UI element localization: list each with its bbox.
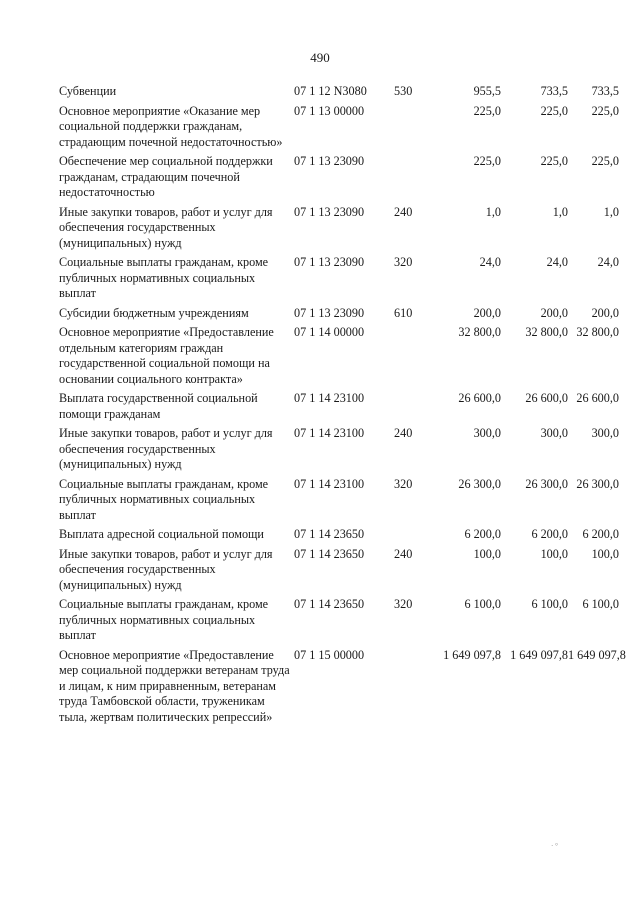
row-name: Выплата адресной социальной помощи bbox=[59, 527, 264, 541]
row-name: Основное мероприятие «Оказание мер социальной поддержки гражданам, страдающим почечной недостаточностью» bbox=[59, 103, 283, 149]
row-value-1: 225,0 bbox=[473, 154, 501, 168]
row-expense-type: 320 bbox=[394, 476, 413, 491]
row-expense-type: 530 bbox=[394, 84, 413, 98]
row-code: 07 1 14 23650 bbox=[294, 546, 365, 561]
row-value-3: 26 300,0 bbox=[576, 476, 619, 491]
row-code: 07 1 14 23100 bbox=[294, 476, 365, 491]
row-value-2: 200,0 bbox=[540, 305, 568, 320]
table-row bbox=[59, 426, 619, 477]
row-code: 07 1 13 00000 bbox=[294, 103, 365, 118]
row-code: 07 1 14 23100 bbox=[294, 426, 365, 440]
table-row bbox=[59, 255, 619, 306]
table-row bbox=[59, 306, 619, 326]
row-name: Социальные выплаты гражданам, кроме публичных нормативных социальных выплат bbox=[59, 476, 269, 522]
row-value-3: 26 600,0 bbox=[576, 391, 619, 405]
table-row bbox=[59, 325, 619, 391]
table-row bbox=[59, 648, 619, 730]
budget-table-body bbox=[59, 84, 626, 729]
row-value-1: 24,0 bbox=[479, 255, 501, 269]
row-value-1: 1 649 097,8 bbox=[443, 647, 501, 662]
row-value-1: 6 200,0 bbox=[464, 527, 501, 541]
row-value-2: 100,0 bbox=[540, 546, 568, 561]
row-code: 07 1 13 23090 bbox=[294, 255, 365, 269]
row-expense-type: 240 bbox=[394, 204, 413, 219]
row-expense-type bbox=[394, 648, 424, 730]
table-row bbox=[59, 391, 619, 426]
row-code: 07 1 12 N3080 bbox=[294, 84, 367, 98]
row-name: Социальные выплаты гражданам, кроме публичных нормативных социальных выплат bbox=[59, 255, 269, 300]
row-value-2: 733,5 bbox=[540, 84, 568, 98]
row-value-2: 6 100,0 bbox=[531, 597, 568, 611]
row-code: 07 1 13 23090 bbox=[294, 305, 365, 320]
scan-mark: · ° bbox=[551, 842, 558, 850]
row-value-3: 100,0 bbox=[591, 546, 619, 561]
row-name: Субвенции bbox=[59, 84, 117, 98]
row-code: 07 1 14 23650 bbox=[294, 597, 365, 611]
row-value-1: 32 800,0 bbox=[458, 325, 501, 339]
table-row bbox=[59, 84, 619, 104]
row-code: 07 1 13 23090 bbox=[294, 204, 365, 219]
row-expense-type: 320 bbox=[394, 255, 413, 269]
row-value-3: 225,0 bbox=[591, 103, 619, 118]
row-value-3: 1 649 097,8 bbox=[568, 647, 626, 662]
row-code: 07 1 15 00000 bbox=[294, 647, 365, 662]
row-value-2: 6 200,0 bbox=[531, 527, 568, 541]
row-name: Иные закупки товаров, работ и услуг для обеспечения государственных (муниципальных) нужд bbox=[59, 546, 273, 592]
row-value-2: 24,0 bbox=[546, 255, 568, 269]
row-expense-type bbox=[394, 325, 424, 391]
row-name: Социальные выплаты гражданам, кроме публичных нормативных социальных выплат bbox=[59, 597, 269, 642]
row-value-1: 225,0 bbox=[473, 103, 501, 118]
row-value-1: 300,0 bbox=[473, 426, 501, 440]
row-name: Иные закупки товаров, работ и услуг для обеспечения государственных (муниципальных) нужд bbox=[59, 426, 273, 471]
row-code: 07 1 13 23090 bbox=[294, 154, 365, 168]
row-value-1: 100,0 bbox=[473, 546, 501, 561]
page-number: 490 bbox=[310, 50, 330, 65]
table-row bbox=[59, 205, 619, 256]
table-row bbox=[59, 477, 619, 528]
row-value-1: 26 300,0 bbox=[458, 476, 501, 491]
row-expense-type: 240 bbox=[394, 426, 413, 440]
row-value-3: 300,0 bbox=[591, 426, 619, 440]
row-value-2: 1 649 097,8 bbox=[510, 647, 568, 662]
row-code: 07 1 14 23100 bbox=[294, 391, 365, 405]
row-value-3: 225,0 bbox=[591, 154, 619, 168]
row-value-3: 6 200,0 bbox=[582, 527, 619, 541]
row-expense-type: 320 bbox=[394, 597, 413, 611]
row-name: Основное мероприятие «Предоставление мер социальной поддержки ветеранам труда и лицам, к ним приравненным, ветеранам труда Тамбовской области, труженикам тыла, жертвам политических репрессий» bbox=[59, 647, 290, 724]
row-value-3: 1,0 bbox=[603, 204, 619, 219]
row-value-3: 733,5 bbox=[591, 84, 619, 98]
row-name: Выплата государственной социальной помощи гражданам bbox=[59, 391, 258, 421]
row-name: Субсидии бюджетным учреждениям bbox=[59, 305, 249, 320]
row-name: Обеспечение мер социальной поддержки гражданам, страдающим почечной недостаточностью bbox=[59, 154, 273, 199]
row-expense-type: 240 bbox=[394, 546, 413, 561]
row-expense-type bbox=[394, 154, 424, 205]
row-value-1: 26 600,0 bbox=[458, 391, 501, 405]
row-expense-type bbox=[394, 391, 424, 426]
budget-table bbox=[59, 84, 626, 729]
row-name: Иные закупки товаров, работ и услуг для обеспечения государственных (муниципальных) нужд bbox=[59, 204, 273, 250]
table-row bbox=[59, 547, 619, 598]
row-code: 07 1 14 23650 bbox=[294, 527, 365, 541]
row-value-2: 26 600,0 bbox=[525, 391, 568, 405]
row-value-2: 225,0 bbox=[540, 103, 568, 118]
row-value-2: 26 300,0 bbox=[525, 476, 568, 491]
table-row bbox=[59, 154, 619, 205]
row-value-2: 300,0 bbox=[540, 426, 568, 440]
row-value-1: 955,5 bbox=[473, 84, 501, 98]
row-value-2: 225,0 bbox=[540, 154, 568, 168]
row-value-3: 6 100,0 bbox=[582, 597, 619, 611]
row-value-3: 24,0 bbox=[597, 255, 619, 269]
row-value-1: 200,0 bbox=[473, 305, 501, 320]
row-value-3: 32 800,0 bbox=[576, 325, 619, 339]
table-row bbox=[59, 104, 619, 155]
row-value-3: 200,0 bbox=[591, 305, 619, 320]
table-row bbox=[59, 527, 619, 547]
row-code: 07 1 14 00000 bbox=[294, 325, 365, 339]
row-value-1: 6 100,0 bbox=[464, 597, 501, 611]
row-value-2: 32 800,0 bbox=[525, 325, 568, 339]
row-expense-type: 610 bbox=[394, 305, 413, 320]
row-expense-type bbox=[394, 104, 424, 155]
row-name: Основное мероприятие «Предоставление отдельным категориям граждан государственной социальной помощи на основании социального контракта» bbox=[59, 325, 274, 386]
row-value-2: 1,0 bbox=[552, 204, 568, 219]
row-value-1: 1,0 bbox=[485, 204, 501, 219]
table-row bbox=[59, 597, 619, 648]
row-expense-type bbox=[394, 527, 424, 547]
